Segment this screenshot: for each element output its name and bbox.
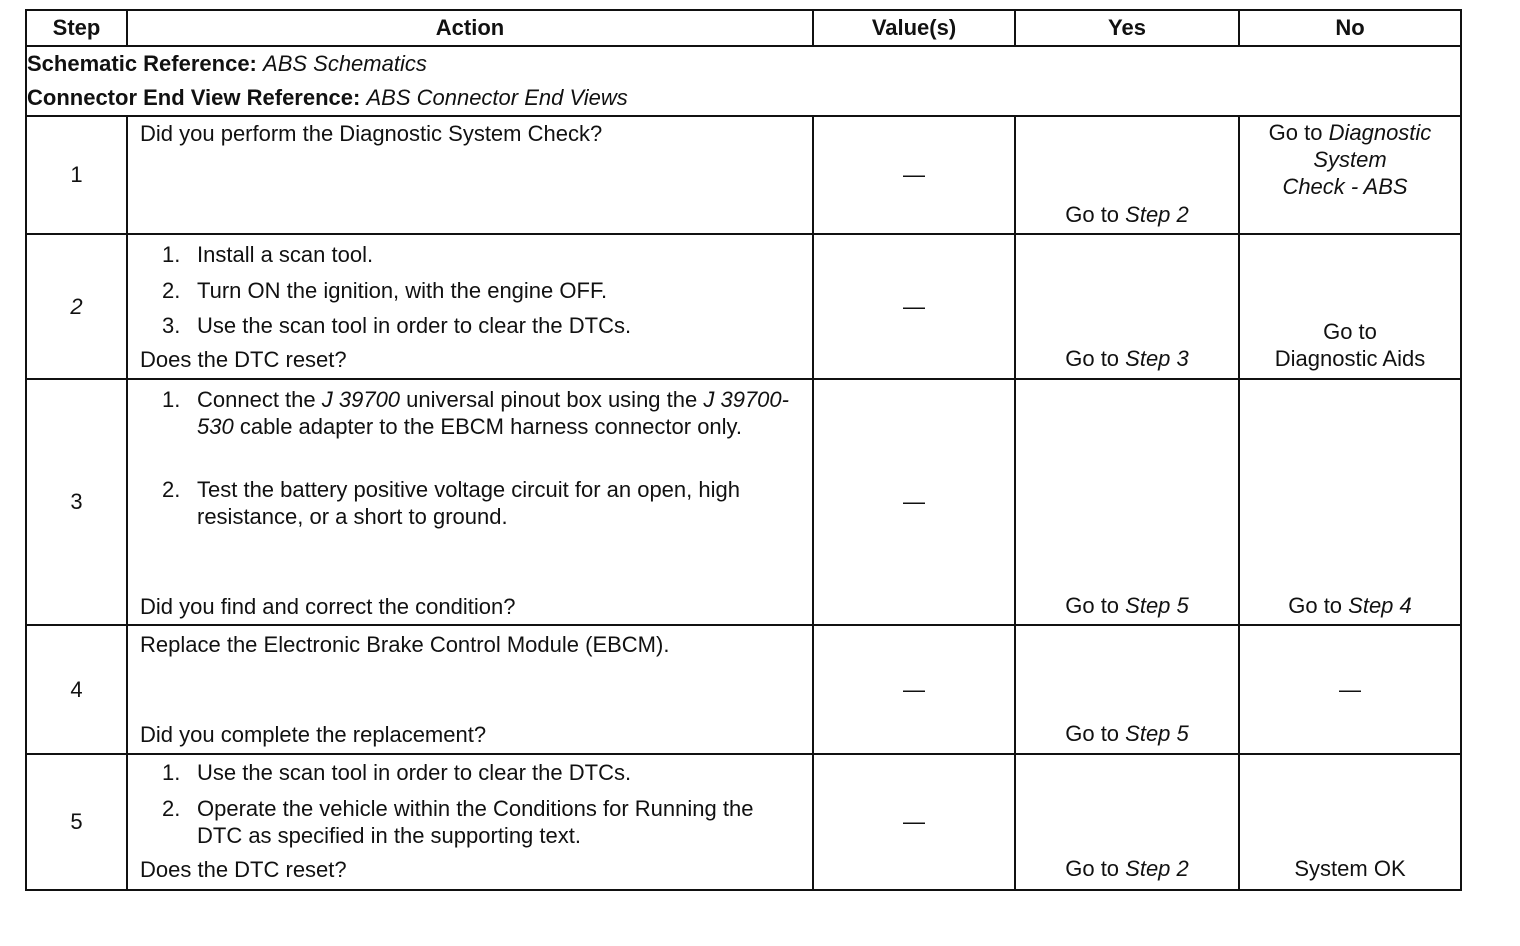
action-question: Did you complete the replacement? [140, 722, 487, 747]
yes-target: Step 5 [1125, 593, 1189, 618]
no-result: System OK [1294, 856, 1406, 881]
tool-ref-j39700: J 39700 [321, 387, 401, 412]
yes-link[interactable] [1016, 592, 1238, 620]
no-link[interactable]: Go to [1323, 319, 1377, 344]
no-cell: — [1239, 625, 1461, 754]
yes-link[interactable] [1016, 345, 1238, 373]
no-cell [1239, 116, 1461, 234]
value-cell: — [813, 625, 1015, 754]
yes-cell [1015, 625, 1239, 754]
table-row-step-5 [26, 754, 1461, 890]
action-cell [127, 116, 813, 234]
schematic-reference [27, 47, 1460, 81]
diagnostic-table [25, 9, 1462, 891]
schematic-reference-label: Schematic Reference: [27, 51, 257, 76]
no-target-line2: System [1313, 147, 1387, 172]
action-question: Did you perform the Diagnostic System Check? [140, 121, 603, 146]
value-cell: — [813, 379, 1015, 625]
yes-link[interactable] [1016, 720, 1238, 748]
no-link[interactable] [1240, 119, 1460, 147]
no-cell [1239, 379, 1461, 625]
action-cell: 1. Use the scan tool in order to clear the DTCs. 2. Operate the vehicle within the Conditions for Running the DTC as specified in the supporting text. Does the DTC reset? [127, 754, 813, 890]
no-cell [1239, 754, 1461, 890]
table-row-step-3 [26, 379, 1461, 625]
value-cell: — [813, 116, 1015, 234]
yes-prefix: Go to [1065, 593, 1126, 618]
yes-prefix: Go to [1065, 202, 1126, 227]
header-no: No [1239, 10, 1461, 46]
no-link[interactable] [1240, 592, 1460, 620]
no-prefix: Go to [1288, 593, 1349, 618]
step-number-text: 2 [70, 293, 83, 319]
header-step: Step [26, 10, 127, 46]
yes-target: Step 5 [1125, 721, 1189, 746]
connector-reference-label: Connector End View Reference: [27, 85, 361, 110]
yes-cell [1015, 754, 1239, 890]
yes-prefix: Go to [1065, 856, 1126, 881]
yes-cell [1015, 234, 1239, 379]
action-question: Does the DTC reset? [140, 347, 347, 372]
step-number: 5 [26, 754, 127, 890]
table-row-step-2 [26, 234, 1461, 379]
action-cell: 1. Connect the J 39700 universal pinout box using the J 39700-530 cable adapter to the EBCM harness connector only. 2. Test the battery positive voltage circuit for an open, high resistance, or a short to ground. Did you find and correct the condition? [127, 379, 813, 625]
table-row-step-1 [26, 116, 1461, 234]
action-cell [127, 625, 813, 754]
yes-link[interactable] [1016, 855, 1238, 883]
no-target-line3: Check - ABS [1282, 174, 1408, 199]
action-question: Does the DTC reset? [140, 857, 347, 882]
value-cell: — [813, 234, 1015, 379]
header-values: Value(s) [813, 10, 1015, 46]
action-question: Did you find and correct the condition? [140, 594, 516, 619]
header-action: Action [127, 10, 813, 46]
no-target-line1: Diagnostic [1328, 120, 1432, 145]
no-prefix: Go to [1268, 120, 1329, 145]
yes-link[interactable] [1016, 201, 1238, 229]
reference-row [26, 46, 1461, 116]
action-cell: 1. Install a scan tool. 2. Turn ON the ignition, with the engine OFF. 3. Use the scan tool in order to clear the DTCs. Does the DTC reset? [127, 234, 813, 379]
schematic-reference-link[interactable]: ABS Schematics [263, 51, 427, 76]
yes-prefix: Go to [1065, 346, 1126, 371]
yes-target: Step 2 [1125, 202, 1189, 227]
step-number: 1 [26, 116, 127, 234]
yes-prefix: Go to [1065, 721, 1126, 746]
yes-target: Step 3 [1125, 346, 1189, 371]
step-number: 3 [26, 379, 127, 625]
yes-target: Step 2 [1125, 856, 1189, 881]
tool-ref-j39700-530: J 39700-530 [197, 387, 789, 439]
action-text: Replace the Electronic Brake Control Module (EBCM). [140, 632, 670, 657]
connector-reference-link[interactable]: ABS Connector End Views [366, 85, 628, 110]
references-cell [26, 46, 1461, 116]
connector-reference [27, 81, 1460, 115]
table-row-step-4 [26, 625, 1461, 754]
header-yes: Yes [1015, 10, 1239, 46]
yes-cell [1015, 379, 1239, 625]
value-cell: — [813, 754, 1015, 890]
step-number: 4 [26, 625, 127, 754]
step-number [26, 234, 127, 379]
yes-cell [1015, 116, 1239, 234]
no-link-line2[interactable]: Diagnostic Aids [1274, 346, 1426, 371]
no-cell [1239, 234, 1461, 379]
header-row [26, 10, 1461, 46]
no-target: Step 4 [1348, 593, 1412, 618]
